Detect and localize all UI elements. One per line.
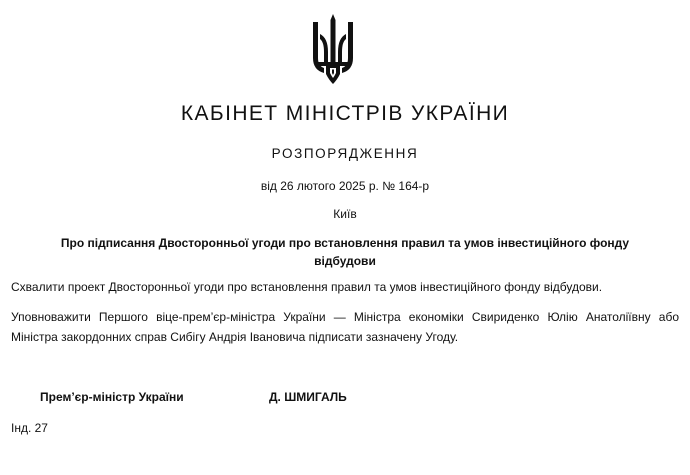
document-index: Інд. 27 xyxy=(11,421,48,435)
document-date-number: від 26 лютого 2025 р. № 164-р xyxy=(260,179,430,193)
document-subject: Про підписання Двосторонньої угоди про встановлення правил та умов інвестиційного фонду відбудови xyxy=(60,236,630,268)
organization-title: КАБІНЕТ МІНІСТРІВ УКРАЇНИ xyxy=(180,102,510,125)
signatory-title: Прем’єр-міністр України xyxy=(40,390,184,404)
paragraph-authorize: Уповноважити Першого віце-прем’єр-міністра України — Міністра економіки Свириденко Юлію Анатоліївну або Міністра закордонних справ Сибігу Андрія Івановича підписати зазначену Угоду. xyxy=(11,310,679,344)
ukraine-trident-emblem-icon xyxy=(310,12,356,86)
document-type: РОЗПОРЯДЖЕННЯ xyxy=(271,146,419,161)
paragraph-approve: Схвалити проект Двосторонньої угоди про встановлення правил та умов інвестиційного фонду відбудови. xyxy=(11,280,603,294)
signatory-name: Д. ШМИГАЛЬ xyxy=(269,390,347,404)
document-city: Київ xyxy=(333,207,357,221)
